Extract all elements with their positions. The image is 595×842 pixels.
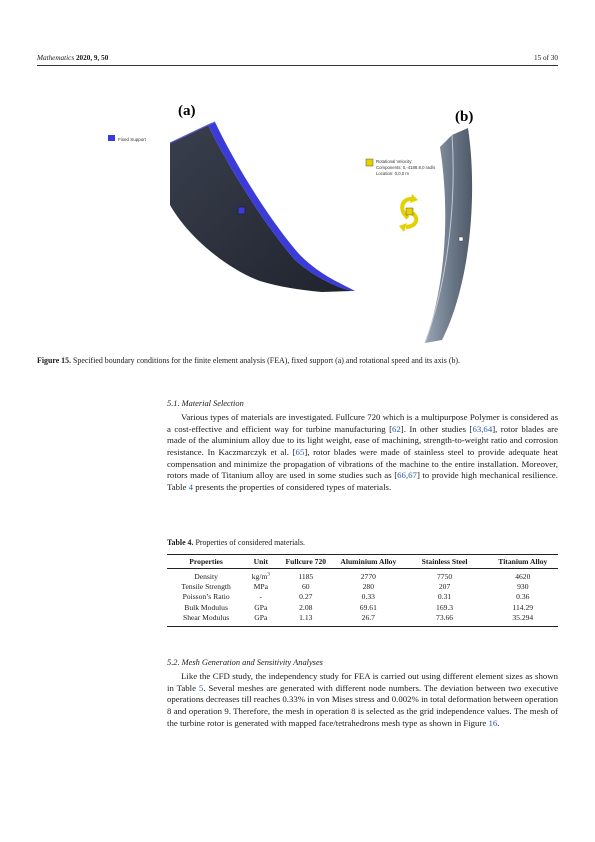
header-rule: [37, 65, 558, 66]
table-row: Tensile Strength MPa 60 280 207 930: [181, 582, 529, 592]
citation-link-62[interactable]: 62: [392, 423, 401, 434]
column-header: Stainless Steel: [421, 557, 468, 566]
figure-16-link[interactable]: 16: [488, 717, 498, 728]
column-header: Properties: [189, 557, 223, 566]
column-header: Fullcure 720: [285, 557, 327, 566]
table-row: Shear Modulus GPa 1.13 26.7 73.66 35.294: [167, 613, 558, 627]
figure-15: [90, 95, 490, 350]
table-5-link[interactable]: 5: [198, 682, 204, 693]
table-4-caption: [167, 538, 305, 547]
section-heading-mesh-generation: 5.2. Mesh Generation and Sensitivity Analyses: [167, 658, 323, 667]
column-header: Unit: [253, 557, 268, 566]
fixed-support-legend-icon: [108, 135, 115, 141]
page-number: 15 of 30: [534, 54, 558, 62]
paragraph-mesh-generation: Like the CFD study, the independency study for FEA is carried out using different element sizes as shown in Table 5. Several meshes are generated with different node numbers. The deviation between two executive operations decreases till reaches 0.33% in von Mises stress and 0.002% in total deformation between operation 8 and operation 9. Therefore, the mesh in operation 8 is selected as the grid independence values. The mesh of the turbine rotor is generated with mapped face/tetrahedrons mesh type as shown in Figure 16.: [167, 671, 558, 728]
rotational-velocity-location: Location: 0,0,0 m: [376, 171, 409, 176]
figure-caption-text: Specified boundary conditions for the finite element analysis (FEA), fixed support (a) and rotational speed and its axis (b).: [73, 356, 461, 365]
table-row: Density $kg/m^3$ 1185 2770 7750 4620: [167, 569, 558, 583]
panel-a-label: (a): [178, 103, 196, 119]
figure-15-caption: [37, 355, 558, 366]
fixed-support-legend-label: Fixed Support: [118, 137, 147, 142]
citation-link-66-67[interactable]: 66,67: [397, 470, 417, 481]
rotation-axis-arrow-icon: [399, 194, 418, 232]
column-header: Titanium Alloy: [498, 557, 548, 566]
panel-b-label: (b): [455, 109, 474, 125]
density-unit: $kg/m^3$: [251, 572, 270, 581]
paragraph-material-selection: Various types of materials are investigated. Fullcure 720 which is a multipurpose Polymer is considered as a cost-effective and efficient way for turbine manufacturing [62]. In other studies [63,64], rotor blades are made of the aluminium alloy due to its light weight, ease of machining, strength-to-weight ratio and corrosion resistance. In Kaczmarczyk et al. [65], rotor blades were made of stainless steel to provide adequate heat compensation and minimize the propagation of vibrations of the machine to the entire installation. Moreover, rotors made of Titanium alloy are used in some studies such as [66,67] to provide high mechanical resilience. Table 4 presents the properties of considered types of materials.: [167, 412, 558, 492]
figure-caption-label: Figure 15.: [37, 356, 72, 365]
table-row: Bulk Modulus GPa 2.08 69.61 169.3 114.29: [184, 602, 534, 612]
figure-15-graphic: [90, 95, 490, 350]
table-4-link[interactable]: 4: [188, 481, 194, 492]
running-header-journal: [37, 54, 108, 62]
rotational-velocity-components: Components: 0,-4188.8,0 rad/s: [376, 165, 436, 170]
rotational-velocity-legend-icon: [366, 159, 373, 166]
table-row: Poisson’s Ratio - 0.27 0.33 0.31 0.36: [182, 592, 530, 602]
citation-link-63-64[interactable]: 63,64: [472, 423, 493, 434]
journal-citation: 2020, 9, 50: [75, 54, 109, 62]
rotor-marker-icon: [459, 237, 463, 241]
column-header: Aluminium Alloy: [340, 557, 397, 566]
section-heading-material-selection: 5.1. Material Selection: [167, 399, 244, 408]
table-header-row: [167, 555, 558, 569]
rotational-velocity-title: Rotational Velocity:: [376, 159, 413, 164]
citation-link-65[interactable]: 65: [295, 446, 305, 457]
table-caption-label: Table 4.: [167, 538, 194, 547]
materials-properties-table: [167, 554, 558, 627]
journal-name: Mathematics: [37, 54, 75, 62]
fixed-support-marker-icon: [238, 207, 245, 214]
rotor-shroud-surface: [425, 128, 472, 343]
table-caption-text: Properties of considered materials.: [195, 538, 306, 547]
